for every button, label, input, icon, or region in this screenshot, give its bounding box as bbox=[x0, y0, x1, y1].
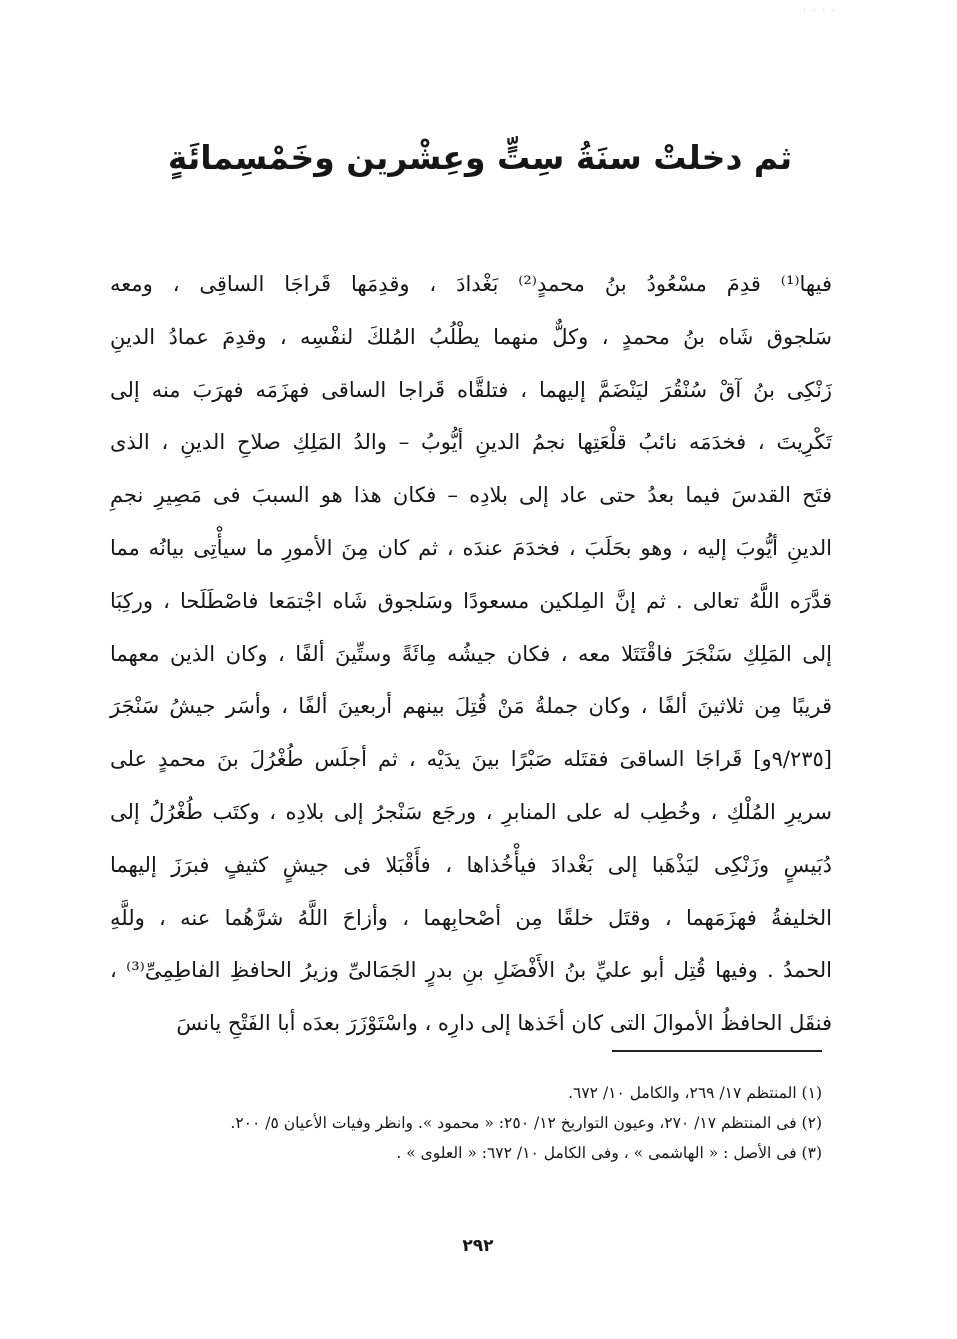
footnote: (٢) فى المنتظم ١٧/ ٢٧٠، وعيون التواريخ ١٢/ ٢٥٠: « محمود ». وانظر وفيات الأعيان ٥/ ٢٠٠. bbox=[230, 1114, 822, 1132]
text-line: دُبَيسٍ وزَنْكِى ليَذْهَبا إلى بَغْدادَ فيأْخُذاها ، فأَقْبَلا فى جيشٍ كثيفٍ فبرَزَ إليهما bbox=[110, 852, 832, 877]
text-line: فنقَل الحافظُ الأموالَ التى كان أخَذها إلى دارِه ، واسْتَوْزَرَ بعدَه أبا الفَتْحِ يانسَ bbox=[176, 1011, 832, 1036]
text-line: الدينِ أيُّوبَ إليه ، وهو بحَلَبَ ، فخدَمَ عندَه ، ثم كان مِنَ الأمورِ ما سيأْتِى بيانُه مما bbox=[110, 535, 832, 560]
footnotes bbox=[100, 1078, 822, 1168]
text-line: قدَّرَه اللَّهُ تعالى . ثم إنَّ المِلكين مسعودًا وسَلجوق شَاه اجْتمَعا فاصْطَلَحا ، وركِبَا bbox=[110, 588, 833, 613]
text-line: تَكْرِيتَ ، فخدَمَه نائبُ قلْعَتِها نجمُ الدينِ أيُّوبُ – والدُ المَلِكِ صلاحِ الدينِ ، الذى bbox=[110, 430, 832, 455]
text-line: [٩/٢٣٥و] قَراجَا الساقىَ فقتَله صَبْرًا بينَ يدَيْه ، ثم أجلَس طُغْرُلَ بنَ محمدٍ على bbox=[110, 747, 832, 772]
text-line: سَلجوق شَاه بنُ محمدٍ ، وكلٌّ منهما يطْلُبُ المُلكَ لنفْسِه ، وقدِمَ عمادُ الدينِ bbox=[110, 324, 832, 349]
text-line: إلى المَلِكِ سَنْجَرَ فاقْتَتَلا معه ، فكان جيشُه مِائَةً وستِّينَ ألفًا ، وكان الذين معهما bbox=[110, 641, 832, 666]
text-line: الحمدُ . وفيها قُتِل أبو عليِّ بنُ الأَفْضَلِ بنِ بدرٍ الجَمَالىِّ وزيرُ الحافظِ الفاطِمِىِّ⁽³⁾ ، bbox=[110, 958, 832, 983]
text-line: الخليفةُ فهزَمَهما ، وقتَل خلقًا مِن أصْحابِهما ، وأزاحَ اللَّهُ شرَّهُما عنه ، وللَّهِ bbox=[110, 905, 832, 930]
text-line: فيها⁽¹⁾ قدِمَ مسْعُودُ بنُ محمدٍ⁽²⁾ بَغْدادَ ، وقدِمَها قَراجَا الساقِى ، ومعه bbox=[110, 272, 832, 296]
footnote: (٣) فى الأصل : « الهاشمى » ، وفى الكامل ١٠/ ٦٧٢: « العلوى » . bbox=[396, 1144, 822, 1162]
text-line: سريرِ المُلْكِ ، وخُطِب له على المنابرِ ، ورجَع سَنْجرُ إلى بلادِه ، وكتَب طُغْرُلُ إلى bbox=[110, 799, 832, 824]
text-line: زَنْكِى بنُ آقْ سُنْقُرَ ليَنْضَمَّ إليهما ، فتلقَّاه قَراجا الساقى فهزَمَه فهرَبَ منه إلى bbox=[110, 377, 832, 402]
main-text bbox=[110, 258, 832, 1050]
chapter-title: ثم دخلتْ سنَةُ سِتٍّ وعِشْرين وخَمْسِمائَةٍ bbox=[167, 138, 793, 177]
scan-mark: · · · · bbox=[802, 6, 837, 16]
page-number: ٢٩٢ bbox=[462, 1236, 494, 1256]
text-line: فتَح القدسَ فيما بعدُ حتى عاد إلى بلادِه – فكان هذا هو السببَ فى مَصِيرِ نجمِ bbox=[110, 483, 832, 508]
footnote-divider bbox=[612, 1050, 822, 1052]
text-line: قريبًا مِن ثلاثينَ ألفًا ، وكان جملةُ مَنْ قُتِلَ بينهم أربعينَ ألفًا ، وأسَر جيشُ سَنْجَرَ bbox=[110, 694, 832, 719]
footnote: (١) المنتظم ١٧/ ٢٦٩، والكامل ١٠/ ٦٧٢. bbox=[568, 1084, 822, 1102]
